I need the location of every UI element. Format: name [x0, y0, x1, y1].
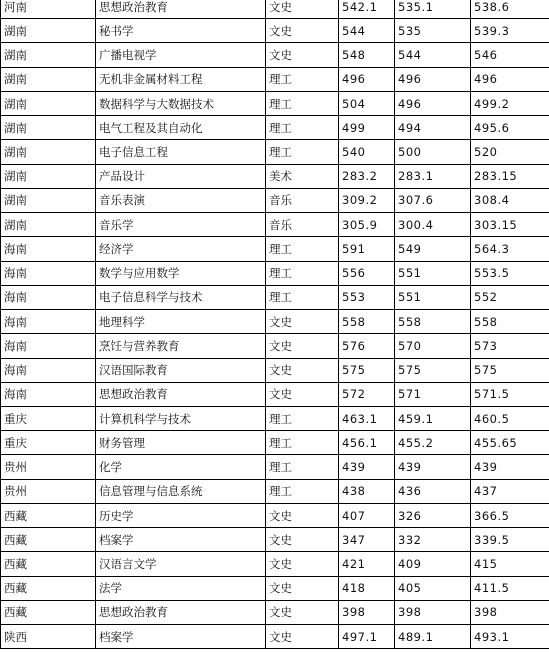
- avg-score-cell: 558: [471, 310, 549, 334]
- category-cell: 文史: [266, 552, 339, 576]
- table-row: [1, 285, 549, 309]
- major-cell: 数据科学与大数据技术: [96, 91, 266, 115]
- major-cell: 汉语国际教育: [96, 358, 266, 382]
- major-cell: 财务管理: [96, 431, 266, 455]
- table-row: [1, 91, 549, 115]
- category-cell: 美术: [266, 164, 339, 188]
- min-score-cell: 307.6: [395, 188, 471, 212]
- max-score-cell: 439: [339, 455, 395, 479]
- province-cell: 海南: [1, 237, 96, 261]
- avg-score-cell: 439: [471, 455, 549, 479]
- major-cell: 思想政治教育: [96, 600, 266, 624]
- avg-score-cell: 339.5: [471, 528, 549, 552]
- category-cell: 理工: [266, 67, 339, 91]
- major-cell: 汉语言文学: [96, 552, 266, 576]
- table-row: [1, 19, 549, 43]
- min-score-cell: 571: [395, 382, 471, 406]
- max-score-cell: 540: [339, 140, 395, 164]
- province-cell: 湖南: [1, 213, 96, 237]
- table-row: [1, 334, 549, 358]
- avg-score-cell: 573: [471, 334, 549, 358]
- min-score-cell: 496: [395, 67, 471, 91]
- major-cell: 电气工程及其自动化: [96, 116, 266, 140]
- min-score-cell: 549: [395, 237, 471, 261]
- province-cell: 海南: [1, 310, 96, 334]
- table-row: [1, 358, 549, 382]
- table-row: [1, 382, 549, 406]
- category-cell: 文史: [266, 43, 339, 67]
- province-cell: 西藏: [1, 552, 96, 576]
- table-row: [1, 600, 549, 624]
- category-cell: 理工: [266, 91, 339, 115]
- province-cell: 陕西: [1, 625, 96, 649]
- category-cell: 文史: [266, 600, 339, 624]
- table-row: [1, 237, 549, 261]
- major-cell: 数学与应用数学: [96, 261, 266, 285]
- min-score-cell: 398: [395, 600, 471, 624]
- avg-score-cell: 455.65: [471, 431, 549, 455]
- max-score-cell: 398: [339, 600, 395, 624]
- avg-score-cell: 552: [471, 285, 549, 309]
- min-score-cell: 494: [395, 116, 471, 140]
- province-cell: 海南: [1, 382, 96, 406]
- avg-score-cell: 460.5: [471, 406, 549, 430]
- avg-score-cell: 437: [471, 479, 549, 503]
- table-row: [1, 261, 549, 285]
- max-score-cell: 407: [339, 503, 395, 527]
- category-cell: 文史: [266, 334, 339, 358]
- table-row: [1, 431, 549, 455]
- table-row: [1, 552, 549, 576]
- province-cell: 湖南: [1, 91, 96, 115]
- table-row: [1, 406, 549, 430]
- province-cell: 海南: [1, 334, 96, 358]
- category-cell: 音乐: [266, 213, 339, 237]
- min-score-cell: 409: [395, 552, 471, 576]
- province-cell: 河南: [1, 0, 96, 19]
- min-score-cell: 544: [395, 43, 471, 67]
- avg-score-cell: 496: [471, 67, 549, 91]
- table-row: [1, 67, 549, 91]
- province-cell: 湖南: [1, 188, 96, 212]
- min-score-cell: 535.1: [395, 0, 471, 19]
- table-row: [1, 576, 549, 600]
- max-score-cell: 418: [339, 576, 395, 600]
- major-cell: 烹饪与营养教育: [96, 334, 266, 358]
- major-cell: 无机非金属材料工程: [96, 67, 266, 91]
- min-score-cell: 575: [395, 358, 471, 382]
- max-score-cell: 548: [339, 43, 395, 67]
- table-row: [1, 140, 549, 164]
- category-cell: 理工: [266, 479, 339, 503]
- major-cell: 历史学: [96, 503, 266, 527]
- table-row: [1, 455, 549, 479]
- max-score-cell: 463.1: [339, 406, 395, 430]
- max-score-cell: 572: [339, 382, 395, 406]
- min-score-cell: 570: [395, 334, 471, 358]
- table-row: [1, 116, 549, 140]
- min-score-cell: 489.1: [395, 625, 471, 649]
- min-score-cell: 332: [395, 528, 471, 552]
- max-score-cell: 576: [339, 334, 395, 358]
- province-cell: 西藏: [1, 528, 96, 552]
- major-cell: 法学: [96, 576, 266, 600]
- avg-score-cell: 553.5: [471, 261, 549, 285]
- table-row: [1, 625, 549, 649]
- max-score-cell: 283.2: [339, 164, 395, 188]
- province-cell: 海南: [1, 285, 96, 309]
- min-score-cell: 535: [395, 19, 471, 43]
- max-score-cell: 542.1: [339, 0, 395, 19]
- category-cell: 文史: [266, 576, 339, 600]
- avg-score-cell: 546: [471, 43, 549, 67]
- table-row: [1, 503, 549, 527]
- max-score-cell: 496: [339, 67, 395, 91]
- province-cell: 湖南: [1, 140, 96, 164]
- province-cell: 贵州: [1, 455, 96, 479]
- province-cell: 海南: [1, 358, 96, 382]
- major-cell: 电子信息科学与技术: [96, 285, 266, 309]
- min-score-cell: 496: [395, 91, 471, 115]
- major-cell: 经济学: [96, 237, 266, 261]
- table-row: [1, 43, 549, 67]
- category-cell: 理工: [266, 406, 339, 430]
- province-cell: 湖南: [1, 67, 96, 91]
- major-cell: 产品设计: [96, 164, 266, 188]
- avg-score-cell: 538.6: [471, 0, 549, 19]
- major-cell: 思想政治教育: [96, 382, 266, 406]
- avg-score-cell: 398: [471, 600, 549, 624]
- avg-score-cell: 539.3: [471, 19, 549, 43]
- major-cell: 秘书学: [96, 19, 266, 43]
- avg-score-cell: 411.5: [471, 576, 549, 600]
- max-score-cell: 558: [339, 310, 395, 334]
- province-cell: 湖南: [1, 43, 96, 67]
- avg-score-cell: 283.15: [471, 164, 549, 188]
- max-score-cell: 544: [339, 19, 395, 43]
- province-cell: 西藏: [1, 503, 96, 527]
- major-cell: 地理科学: [96, 310, 266, 334]
- max-score-cell: 456.1: [339, 431, 395, 455]
- table-row: [1, 188, 549, 212]
- min-score-cell: 439: [395, 455, 471, 479]
- province-cell: 湖南: [1, 19, 96, 43]
- major-cell: 计算机科学与技术: [96, 406, 266, 430]
- min-score-cell: 455.2: [395, 431, 471, 455]
- avg-score-cell: 495.6: [471, 116, 549, 140]
- category-cell: 理工: [266, 431, 339, 455]
- category-cell: 理工: [266, 285, 339, 309]
- category-cell: 理工: [266, 261, 339, 285]
- avg-score-cell: 571.5: [471, 382, 549, 406]
- avg-score-cell: 493.1: [471, 625, 549, 649]
- max-score-cell: 497.1: [339, 625, 395, 649]
- min-score-cell: 500: [395, 140, 471, 164]
- max-score-cell: 421: [339, 552, 395, 576]
- province-cell: 贵州: [1, 479, 96, 503]
- province-cell: 重庆: [1, 431, 96, 455]
- score-table-body: [1, 0, 549, 649]
- min-score-cell: 551: [395, 261, 471, 285]
- major-cell: 音乐学: [96, 213, 266, 237]
- table-row: [1, 528, 549, 552]
- avg-score-cell: 366.5: [471, 503, 549, 527]
- avg-score-cell: 575: [471, 358, 549, 382]
- max-score-cell: 504: [339, 91, 395, 115]
- table-row: [1, 164, 549, 188]
- avg-score-cell: 308.4: [471, 188, 549, 212]
- table-row: [1, 0, 549, 19]
- avg-score-cell: 303.15: [471, 213, 549, 237]
- avg-score-cell: 520: [471, 140, 549, 164]
- province-cell: 西藏: [1, 600, 96, 624]
- category-cell: 理工: [266, 140, 339, 164]
- province-cell: 海南: [1, 261, 96, 285]
- max-score-cell: 309.2: [339, 188, 395, 212]
- major-cell: 广播电视学: [96, 43, 266, 67]
- category-cell: 音乐: [266, 188, 339, 212]
- min-score-cell: 300.4: [395, 213, 471, 237]
- major-cell: 档案学: [96, 528, 266, 552]
- min-score-cell: 558: [395, 310, 471, 334]
- major-cell: 档案学: [96, 625, 266, 649]
- category-cell: 文史: [266, 310, 339, 334]
- major-cell: 思想政治教育: [96, 0, 266, 19]
- category-cell: 文史: [266, 503, 339, 527]
- table-row: [1, 310, 549, 334]
- max-score-cell: 553: [339, 285, 395, 309]
- category-cell: 理工: [266, 116, 339, 140]
- table-row: [1, 213, 549, 237]
- province-cell: 西藏: [1, 576, 96, 600]
- major-cell: 化学: [96, 455, 266, 479]
- min-score-cell: 551: [395, 285, 471, 309]
- major-cell: 音乐表演: [96, 188, 266, 212]
- category-cell: 理工: [266, 455, 339, 479]
- table-row: [1, 479, 549, 503]
- max-score-cell: 305.9: [339, 213, 395, 237]
- min-score-cell: 283.1: [395, 164, 471, 188]
- max-score-cell: 556: [339, 261, 395, 285]
- category-cell: 文史: [266, 19, 339, 43]
- min-score-cell: 436: [395, 479, 471, 503]
- avg-score-cell: 499.2: [471, 91, 549, 115]
- category-cell: 文史: [266, 0, 339, 19]
- category-cell: 文史: [266, 528, 339, 552]
- max-score-cell: 591: [339, 237, 395, 261]
- province-cell: 湖南: [1, 116, 96, 140]
- min-score-cell: 459.1: [395, 406, 471, 430]
- avg-score-cell: 415: [471, 552, 549, 576]
- max-score-cell: 575: [339, 358, 395, 382]
- max-score-cell: 499: [339, 116, 395, 140]
- province-cell: 湖南: [1, 164, 96, 188]
- major-cell: 信息管理与信息系统: [96, 479, 266, 503]
- max-score-cell: 347: [339, 528, 395, 552]
- min-score-cell: 405: [395, 576, 471, 600]
- category-cell: 理工: [266, 237, 339, 261]
- min-score-cell: 326: [395, 503, 471, 527]
- max-score-cell: 438: [339, 479, 395, 503]
- major-cell: 电子信息工程: [96, 140, 266, 164]
- category-cell: 文史: [266, 625, 339, 649]
- avg-score-cell: 564.3: [471, 237, 549, 261]
- category-cell: 文史: [266, 358, 339, 382]
- province-cell: 重庆: [1, 406, 96, 430]
- category-cell: 文史: [266, 382, 339, 406]
